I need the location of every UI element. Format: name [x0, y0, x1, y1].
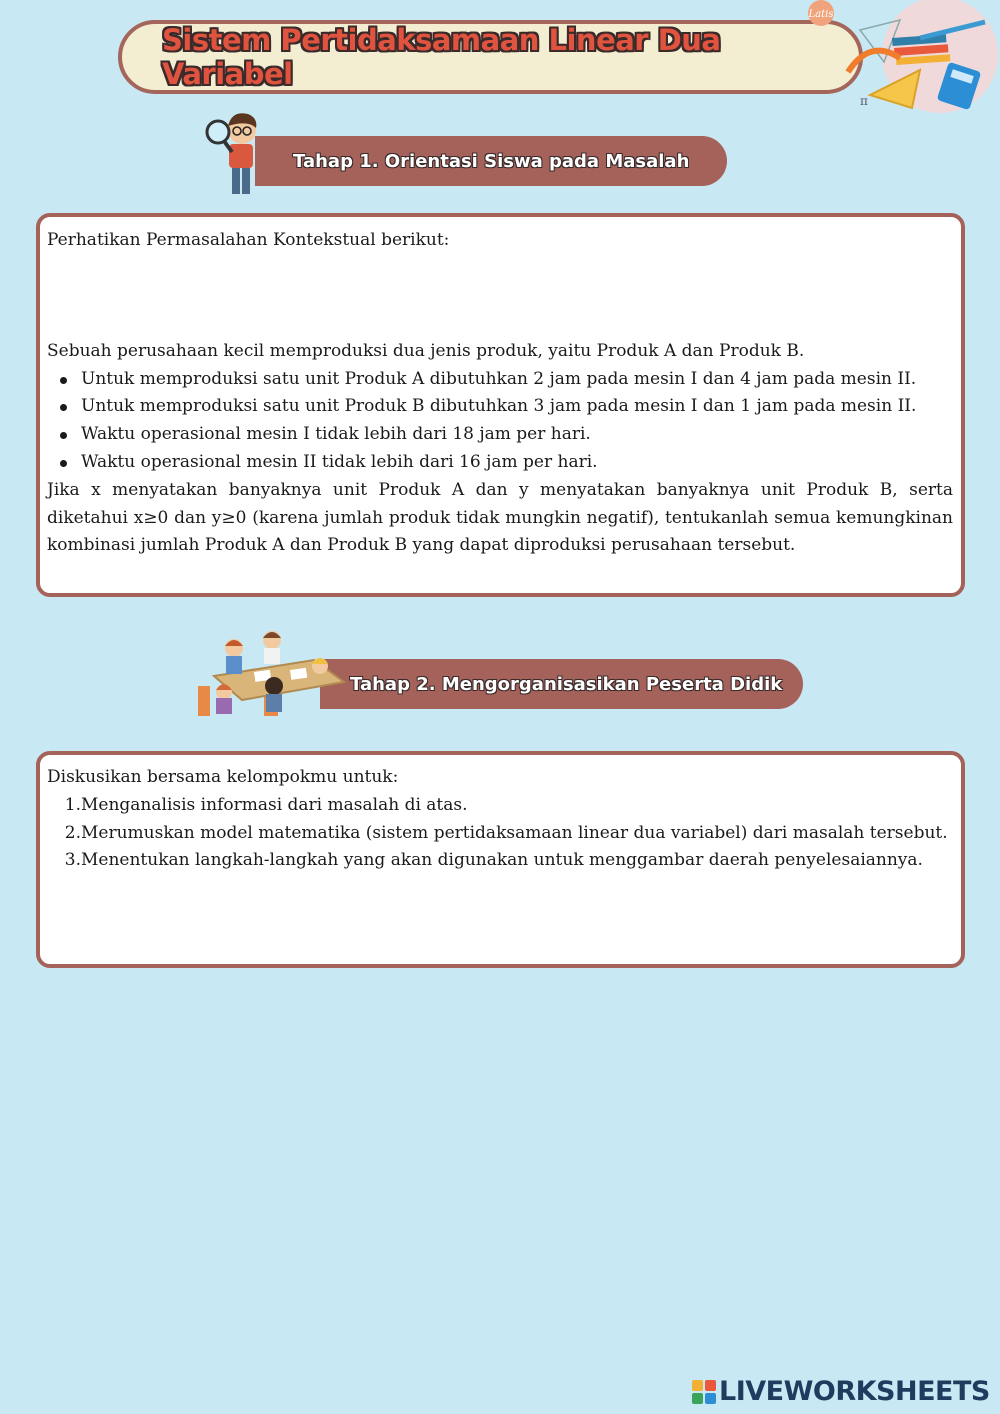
step-number: 2.	[64, 822, 81, 843]
answer-space	[47, 255, 953, 338]
problem-card	[36, 213, 965, 597]
logo-mark-icon	[692, 1380, 716, 1404]
problem-intro: Perhatikan Permasalahan Kontekstual berikut:	[47, 230, 450, 250]
list-item	[47, 792, 953, 820]
page-title: Sistem Pertidaksamaan Linear Dua Variabel	[162, 23, 721, 91]
brand-name: LIVEWORKSHEETS	[719, 1376, 990, 1407]
step-text: Merumuskan model matematika (sistem pertidaksamaan linear dua variabel) dari masalah tersebut.	[81, 822, 948, 843]
problem-list	[47, 366, 953, 477]
stage-2-label: Tahap 2. Mengorganisasikan Peserta Didik	[350, 673, 783, 695]
stage-1-banner	[255, 136, 727, 186]
problem-question: Jika x menyatakan banyaknya unit Produk A dan y menyatakan banyaknya unit Produk B, serta diketahui x≥0 dan y≥0 (karena jumlah produk tidak mungkin negatif), tentukanlah semua kemungkinan kombinasi jumlah Produk A dan Produk B yang dapat diproduksi perusahaan tersebut.	[47, 479, 953, 556]
math-tools-illustration	[800, 0, 1000, 125]
discussion-intro: Diskusikan bersama kelompokmu untuk:	[47, 767, 399, 787]
list-item: Waktu operasional mesin II tidak lebih dari 16 jam per hari.	[47, 449, 953, 477]
svg-text:π: π	[860, 94, 868, 108]
liveworksheets-logo[interactable]	[692, 1376, 990, 1407]
boy-magnifier-illustration	[202, 104, 274, 200]
discussion-steps	[47, 792, 953, 875]
list-item: Untuk memproduksi satu unit Produk A dibutuhkan 2 jam pada mesin I dan 4 jam pada mesin II.	[47, 366, 953, 394]
step-number: 3.	[64, 850, 81, 871]
list-item	[47, 820, 953, 848]
step-text: Menganalisis informasi dari masalah di atas.	[81, 794, 468, 815]
problem-lead: Sebuah perusahaan kecil memproduksi dua jenis produk, yaitu Produk A dan Produk B.	[47, 340, 805, 361]
step-number: 1.	[64, 794, 81, 815]
title-banner	[118, 20, 863, 94]
latis-badge: Latis	[808, 9, 834, 20]
stage-1-label: Tahap 1. Orientasi Siswa pada Masalah	[293, 150, 690, 172]
list-item	[47, 847, 953, 875]
list-item: Waktu operasional mesin I tidak lebih dari 18 jam per hari.	[47, 421, 953, 449]
list-item: Untuk memproduksi satu unit Produk B dibutuhkan 3 jam pada mesin I dan 1 jam pada mesin II.	[47, 393, 953, 421]
stage-2-banner	[320, 659, 803, 709]
step-text: Menentukan langkah-langkah yang akan digunakan untuk menggambar daerah penyelesaiannya.	[81, 850, 923, 871]
discussion-card	[36, 751, 965, 968]
students-discussion-illustration	[194, 626, 346, 718]
